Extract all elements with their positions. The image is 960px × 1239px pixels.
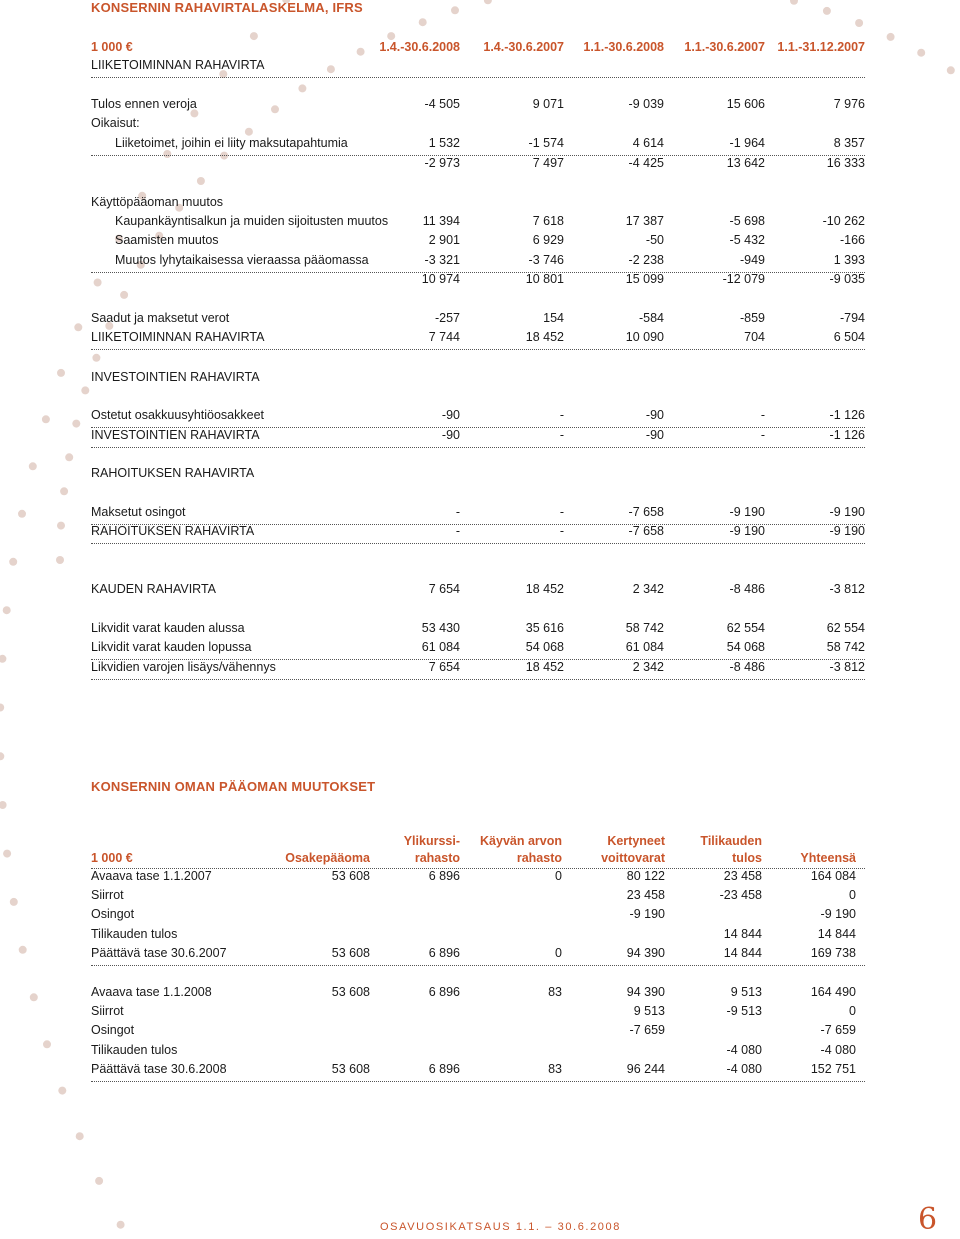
equity-row [91,869,865,888]
cashflow-row-label: Käyttöpääoman muutos [91,195,224,209]
cashflow-row-label: Likvidit varat kauden alussa [91,621,245,635]
cashflow-row [91,97,865,116]
cashflow-row [91,116,865,135]
cashflow-cell: -3 812 [829,582,865,596]
cashflow-row [91,428,865,448]
equity-row [91,1062,865,1082]
equity-cell: 53 608 [331,869,370,883]
cashflow-row-label: RAHOITUKSEN RAHAVIRTA [91,524,255,538]
cashflow-column-header: 1.1.-30.6.2008 [583,40,664,54]
equity-cell: 164 084 [810,869,856,883]
equity-cell: 53 608 [331,1062,370,1076]
cashflow-row [91,370,865,389]
cashflow-row [91,136,865,156]
equity-cell: 96 244 [626,1062,665,1076]
equity-cell: -4 080 [726,1062,762,1076]
cashflow-cell: 35 616 [525,621,564,635]
cashflow-header-row [91,40,865,57]
cashflow-row [91,58,865,78]
cashflow-row [91,311,865,330]
equity-row-label: Osingot [91,907,135,921]
cashflow-row [91,156,865,175]
cashflow-cell: 11 394 [422,214,460,228]
cashflow-cell: -5 432 [729,233,765,247]
cashflow-row-label: LIIKETOIMINNAN RAHAVIRTA [91,58,265,72]
equity-unit-label: 1 000 € [91,851,133,865]
equity-cell: 0 [555,869,562,883]
cashflow-cell: -10 262 [822,214,865,228]
cashflow-column-header: 1.4.-30.6.2007 [483,40,564,54]
equity-row-label: Avaava tase 1.1.2007 [91,869,212,883]
equity-cell: 6 896 [428,946,460,960]
cashflow-column-header: 1.1.-31.12.2007 [777,40,865,54]
cashflow-cell: 16 333 [826,156,865,170]
equity-column-header-line2: voittovarat [601,851,665,865]
cashflow-cell: - [559,428,564,442]
equity-column-header-line1: Tilikauden [700,834,762,848]
cashflow-row-label: Tulos ennen veroja [91,97,197,111]
cashflow-cell: -9 190 [829,505,865,519]
cashflow-cell: 7 654 [428,582,460,596]
cashflow-cell: -2 238 [628,253,664,267]
equity-row-label: Avaava tase 1.1.2008 [91,985,212,999]
cashflow-cell: -3 746 [528,253,564,267]
cashflow-cell: 7 497 [532,156,564,170]
equity-cell: 6 896 [428,1062,460,1076]
equity-cell: -7 659 [820,1023,856,1037]
equity-row-label: Tilikauden tulos [91,1043,178,1057]
cashflow-cell: 6 929 [532,233,564,247]
cashflow-cell: - [559,408,564,422]
cashflow-cell: -90 [645,408,664,422]
cashflow-cell: 53 430 [421,621,460,635]
cashflow-cell: -5 698 [729,214,765,228]
equity-column-header-line1: Käyvän arvon [480,834,562,848]
equity-cell: 152 751 [810,1062,856,1076]
cashflow-cell: -794 [839,311,865,325]
cashflow-cell: 10 974 [421,272,460,286]
equity-cell: 94 390 [626,946,665,960]
cashflow-cell: -90 [441,428,460,442]
cashflow-cell: 10 090 [625,330,664,344]
equity-cell: -7 659 [629,1023,665,1037]
cashflow-row-label: Saamisten muutos [115,233,219,247]
cashflow-cell: 58 742 [625,621,664,635]
equity-row [91,1043,865,1062]
equity-cell: 169 738 [810,946,856,960]
cashflow-cell: 10 801 [525,272,564,286]
equity-column-header-line2: tulos [732,851,762,865]
cashflow-cell: 15 099 [625,272,664,286]
equity-row [91,888,865,907]
equity-column-header-line2: rahasto [516,851,562,865]
cashflow-cell: 61 084 [421,640,460,654]
cashflow-row [91,408,865,428]
equity-row [91,907,865,926]
equity-column-header-line2: Osakepääoma [285,851,370,865]
equity-cell: 83 [548,985,562,999]
cashflow-row-label: Liiketoimet, joihin ei liity maksutapahtumia [115,136,348,150]
cashflow-cell: 2 901 [428,233,460,247]
cashflow-row-label: KAUDEN RAHAVIRTA [91,582,217,596]
cashflow-cell: 7 976 [833,97,865,111]
equity-cell: 14 844 [723,927,762,941]
cashflow-cell: - [760,428,765,442]
equity-cell: 0 [849,1004,856,1018]
cashflow-cell: 62 554 [726,621,765,635]
cashflow-row-label: LIIKETOIMINNAN RAHAVIRTA [91,330,265,344]
cashflow-cell: 7 744 [428,330,460,344]
cashflow-cell: -90 [441,408,460,422]
cashflow-cell: 54 068 [726,640,765,654]
cashflow-row [91,621,865,640]
cashflow-row [91,233,865,252]
cashflow-cell: - [455,524,460,538]
cashflow-cell: 704 [744,330,765,344]
cashflow-row [91,195,865,214]
cashflow-cell: -12 079 [722,272,765,286]
equity-row-label: Päättävä tase 30.6.2007 [91,946,227,960]
cashflow-cell: - [559,524,564,538]
equity-cell: -9 513 [726,1004,762,1018]
cashflow-row-label: Oikaisut: [91,116,140,130]
cashflow-cell: 8 357 [833,136,865,150]
cashflow-row [91,466,865,485]
equity-cell: 6 896 [428,985,460,999]
cashflow-cell: 61 084 [625,640,664,654]
cashflow-cell: 154 [543,311,564,325]
equity-cell: 0 [555,946,562,960]
cashflow-cell: -2 973 [424,156,460,170]
footer-report-name: OSAVUOSIKATSAUS 1.1. – 30.6.2008 [380,1221,621,1233]
equity-cell: 164 490 [810,985,856,999]
cashflow-cell: -584 [638,311,664,325]
cashflow-row [91,253,865,273]
cashflow-cell: -9 039 [628,97,664,111]
equity-column-header-line1: Kertyneet [607,834,665,848]
cashflow-cell: 58 742 [826,640,865,654]
equity-row-label: Siirrot [91,1004,124,1018]
equity-cell: -9 190 [820,907,856,921]
cashflow-row-label: Muutos lyhytaikaisessa vieraassa pääomassa [115,253,369,267]
equity-cell: 83 [548,1062,562,1076]
equity-row [91,927,865,946]
cashflow-cell: -9 190 [729,524,765,538]
cashflow-title: KONSERNIN RAHAVIRTALASKELMA, IFRS [91,0,363,15]
cashflow-cell: -9 190 [829,524,865,538]
cashflow-cell: -50 [645,233,664,247]
equity-header-row [91,834,865,869]
equity-cell: 0 [849,888,856,902]
cashflow-cell: -3 812 [829,660,865,674]
cashflow-cell: 1 532 [428,136,460,150]
cashflow-cell: 18 452 [525,660,564,674]
equity-row-label: Osingot [91,1023,135,1037]
equity-cell: 9 513 [730,985,762,999]
cashflow-row [91,214,865,233]
cashflow-cell: 54 068 [525,640,564,654]
cashflow-unit-label: 1 000 € [91,40,133,54]
cashflow-cell: 17 387 [625,214,664,228]
equity-column-header-line1: Ylikurssi- [403,834,460,848]
cashflow-row [91,330,865,350]
cashflow-cell: 7 654 [428,660,460,674]
equity-cell: 14 844 [723,946,762,960]
cashflow-cell: 2 342 [632,660,664,674]
cashflow-cell: -257 [434,311,460,325]
cashflow-row [91,582,865,601]
equity-row [91,946,865,966]
cashflow-row-label: INVESTOINTIEN RAHAVIRTA [91,370,260,384]
cashflow-cell: 15 606 [726,97,765,111]
equity-column-header-line2: Yhteensä [800,851,856,865]
equity-row-label: Siirrot [91,888,124,902]
equity-cell: 94 390 [626,985,665,999]
cashflow-cell: 62 554 [826,621,865,635]
cashflow-cell: -1 574 [528,136,564,150]
cashflow-row-label: RAHOITUKSEN RAHAVIRTA [91,466,255,480]
cashflow-cell: -7 658 [628,505,664,519]
cashflow-cell: -949 [739,253,765,267]
cashflow-row-label: Kaupankäyntisalkun ja muiden sijoitusten muutos [115,214,389,228]
cashflow-cell: -9 035 [829,272,865,286]
equity-cell: -9 190 [629,907,665,921]
cashflow-cell: 9 071 [532,97,564,111]
equity-cell: 53 608 [331,985,370,999]
cashflow-row-label: Saadut ja maksetut verot [91,311,230,325]
equity-cell: 9 513 [633,1004,665,1018]
cashflow-row [91,272,865,291]
cashflow-cell: -4 505 [424,97,460,111]
equity-cell: 14 844 [817,927,856,941]
cashflow-row [91,660,865,680]
cashflow-row-label: INVESTOINTIEN RAHAVIRTA [91,428,260,442]
equity-cell: -4 080 [726,1043,762,1057]
equity-row [91,1004,865,1023]
cashflow-cell: -3 321 [424,253,460,267]
cashflow-cell: -8 486 [729,660,765,674]
equity-cell: -4 080 [820,1043,856,1057]
equity-row-label: Tilikauden tulos [91,927,178,941]
cashflow-row [91,640,865,660]
equity-row-label: Päättävä tase 30.6.2008 [91,1062,227,1076]
cashflow-cell: -90 [645,428,664,442]
cashflow-cell: 7 618 [532,214,564,228]
equity-cell: 80 122 [626,869,665,883]
cashflow-cell: -166 [839,233,865,247]
cashflow-column-header: 1.1.-30.6.2007 [684,40,765,54]
equity-row [91,1023,865,1042]
equity-row [91,985,865,1004]
cashflow-row-label: Likvidit varat kauden lopussa [91,640,252,654]
cashflow-row-label: Maksetut osingot [91,505,186,519]
cashflow-cell: -1 126 [829,428,865,442]
equity-cell: -23 458 [719,888,762,902]
cashflow-cell: - [455,505,460,519]
cashflow-cell: -8 486 [729,582,765,596]
cashflow-cell: 1 393 [833,253,865,267]
equity-title: KONSERNIN OMAN PÄÄOMAN MUUTOKSET [91,779,376,794]
equity-column-header-line2: rahasto [414,851,460,865]
cashflow-row-label: Likvidien varojen lisäys/vähennys [91,660,276,674]
cashflow-cell: 18 452 [525,582,564,596]
cashflow-row [91,524,865,544]
equity-cell: 6 896 [428,869,460,883]
equity-cell: 53 608 [331,946,370,960]
cashflow-cell: -1 964 [729,136,765,150]
cashflow-cell: - [760,408,765,422]
equity-cell: 23 458 [723,869,762,883]
cashflow-cell: -4 425 [628,156,664,170]
cashflow-row-label: Ostetut osakkuusyhtiöosakkeet [91,408,265,422]
page-number: 6 [918,1202,938,1237]
cashflow-cell: 2 342 [632,582,664,596]
cashflow-cell: 13 642 [726,156,765,170]
cashflow-cell: -859 [739,311,765,325]
cashflow-column-header: 1.4.-30.6.2008 [379,40,460,54]
cashflow-cell: -9 190 [729,505,765,519]
cashflow-cell: -1 126 [829,408,865,422]
cashflow-cell: 6 504 [833,330,865,344]
cashflow-row [91,505,865,525]
equity-cell: 23 458 [626,888,665,902]
cashflow-cell: - [559,505,564,519]
cashflow-cell: -7 658 [628,524,664,538]
cashflow-cell: 4 614 [632,136,664,150]
cashflow-cell: 18 452 [525,330,564,344]
